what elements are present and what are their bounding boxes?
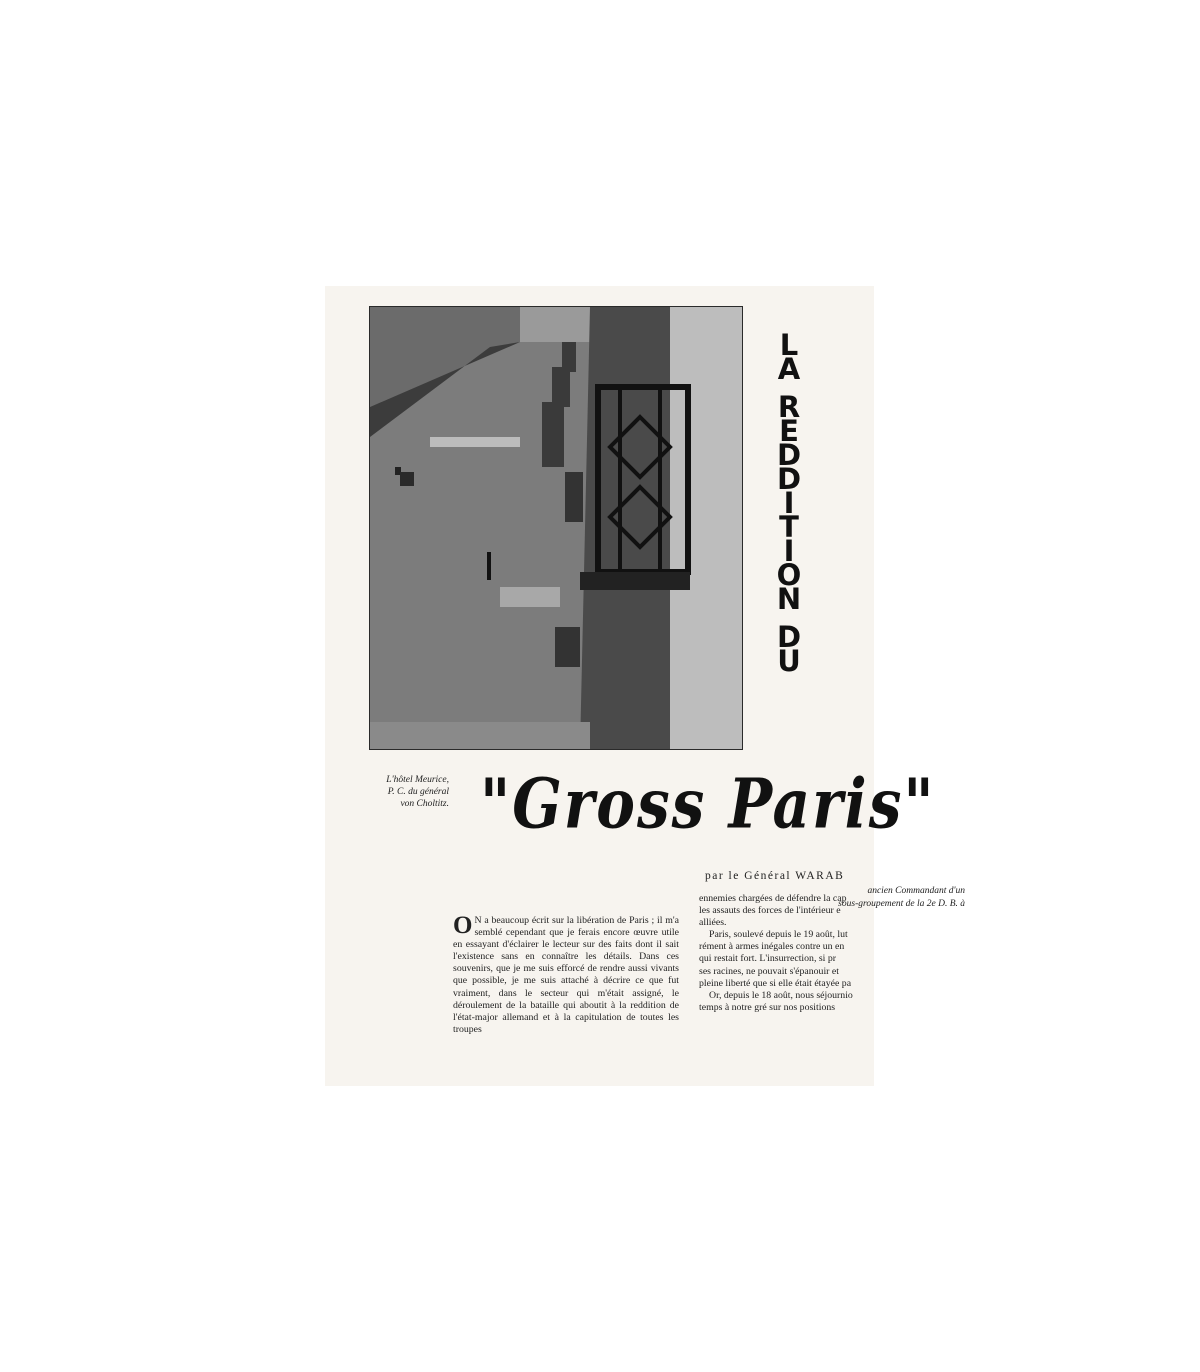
vertical-title-letter: D — [776, 620, 802, 654]
text-line: ennemies chargées de défendre la cap — [699, 893, 847, 904]
vertical-title-letter: D — [776, 438, 802, 472]
vertical-title-letter: A — [777, 352, 801, 386]
vertical-title-letter: I — [783, 486, 795, 520]
author-role-line: sous-groupement de la 2e D. B. à — [838, 899, 965, 909]
vertical-title-word-2 — [761, 390, 817, 616]
drop-cap: O — [453, 912, 473, 939]
text-line: rément à armes inégales contre un en — [699, 941, 845, 953]
caption-line: L'hôtel Meurice, — [386, 775, 449, 785]
vertical-title-letter: U — [777, 644, 801, 678]
vertical-title-letter: D — [776, 462, 802, 496]
vertical-title-letter: R — [777, 390, 801, 424]
street-photo-icon — [370, 307, 742, 749]
vertical-title-letter: O — [776, 558, 802, 592]
paragraph — [453, 912, 679, 1036]
vertical-title-word-3 — [761, 620, 817, 678]
text-line: Or, depuis le 18 août, nous séjournio — [709, 989, 853, 1001]
vertical-title-letter: T — [779, 510, 799, 544]
vertical-title-letter: I — [783, 534, 795, 568]
article-column-1 — [453, 912, 679, 1036]
text-line: Paris, soulevé depuis le 19 août, lut — [709, 929, 848, 941]
text-line: qui restait fort. L'insurrection, si pr — [699, 953, 836, 965]
magazine-page — [325, 286, 965, 1086]
photo-caption — [365, 774, 449, 810]
vertical-title-word-1 — [761, 328, 817, 386]
text-line: ses racines, ne pouvait s'épanouir et — [699, 965, 839, 977]
vertical-title-letter: E — [779, 414, 799, 448]
text-line: les assauts des forces de l'intérieur e — [699, 905, 841, 917]
author-byline: par le Général WARAB — [705, 870, 845, 882]
hotel-meurice-photo — [369, 306, 743, 750]
vertical-title-letter: N — [776, 582, 802, 616]
text-line: pleine liberté que si elle était étayée pa — [699, 977, 852, 989]
vertical-title-letter: L — [779, 328, 799, 362]
article-title: "Gross Paris" — [480, 764, 936, 845]
text-line: temps à notre gré sur nos positions — [699, 1001, 836, 1013]
text-line: alliées. — [699, 917, 727, 929]
paragraph-text: N a beaucoup écrit sur la libération de Paris ; il m'a semblé cependant que je ferais encore œuvre utile en essayant d'éclairer le lecteur sur des faits dont il sait l'existence sans en connaître les détails. Dans ces souvenirs, que je me suis efforcé de rendre aussi vivants que possible, je me suis attaché à décrire ce que fut vraiment, dans le secteur qui m'était assigné, le déroulement de la bataille qui aboutit à la reddition de l'état-major allemand et à la capitulation de toutes les troupes — [453, 915, 679, 1035]
article-column-2 — [699, 893, 899, 1014]
caption-line: P. C. du général — [387, 787, 449, 797]
vertical-title — [761, 328, 817, 685]
caption-line: von Choltitz. — [400, 799, 449, 809]
author-role-line: ancien Commandant d'un — [867, 886, 965, 896]
